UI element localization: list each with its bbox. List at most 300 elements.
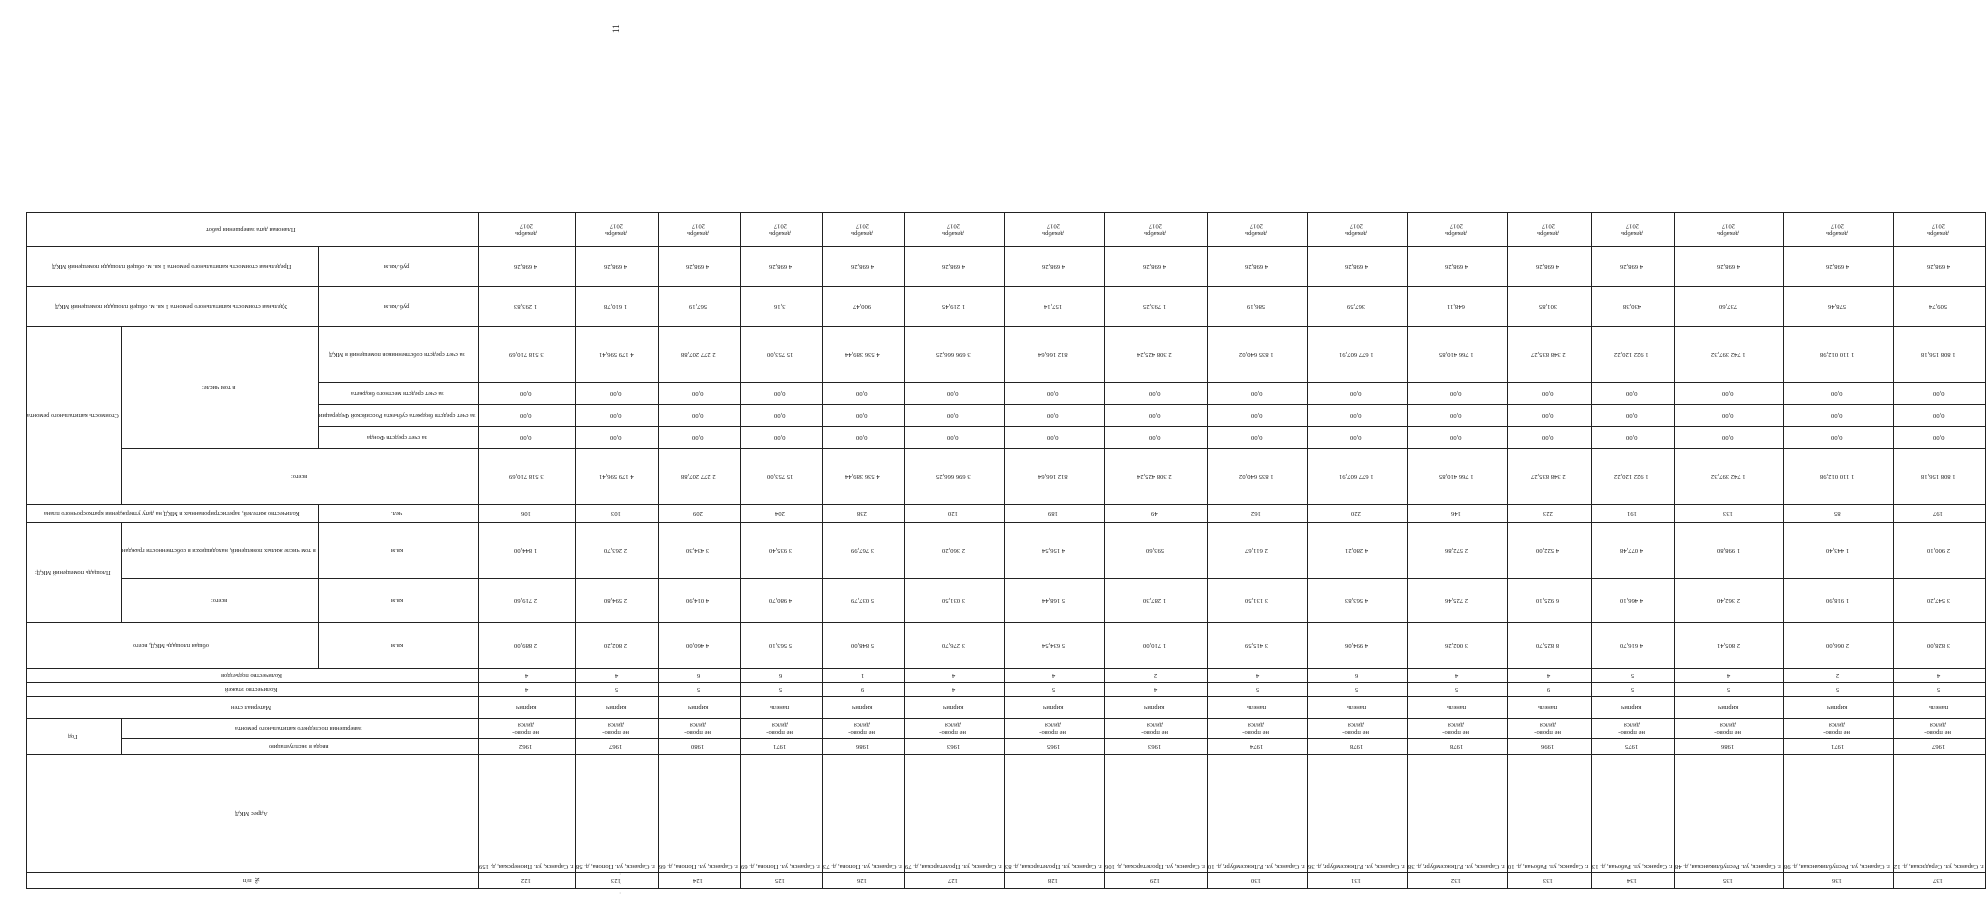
row-max-cost-text: 4 698,26 — [1041, 263, 1065, 271]
row-address — [576, 755, 658, 873]
row-cost-subject-text: 0,00 — [1450, 412, 1462, 420]
row-wall — [1507, 697, 1591, 719]
row-address — [1104, 755, 1207, 873]
row-residents — [1784, 505, 1893, 523]
table-row — [1784, 213, 1893, 889]
row-cost-owners — [1208, 327, 1308, 383]
row-residents — [1307, 505, 1407, 523]
table-row — [1675, 213, 1784, 889]
row-floors-text: 5 — [1455, 686, 1459, 694]
row-num — [1591, 873, 1675, 889]
row-residents-text: 220 — [1351, 510, 1362, 518]
row-cost-local — [822, 383, 904, 405]
row-year-built — [1507, 739, 1591, 755]
row-year-built — [1675, 739, 1784, 755]
table-row — [904, 213, 1004, 889]
row-floors-text: 9 — [861, 686, 865, 694]
row-wall — [576, 697, 658, 719]
row-year-repair-text: не прово-дился — [1242, 721, 1270, 736]
row-address-text: г. Саранск, ул. Рабочая, д. 10 — [1507, 863, 1589, 870]
row-cost-fund-text: 0,00 — [774, 434, 786, 442]
row-cost-subject — [1591, 405, 1675, 427]
row-address-text: г. Саранск, ул. Пионерская, д. 159 — [478, 863, 574, 870]
row-unit-cost-text: 648,11 — [1447, 303, 1466, 311]
row-cost-owners-text: 4 536 389,44 — [844, 351, 880, 359]
row-residents-text: 189 — [1048, 510, 1059, 518]
row-num — [478, 873, 576, 889]
row-unit-cost-text: 157,14 — [1044, 303, 1063, 311]
row-num-text: 131 — [1351, 877, 1362, 885]
header-cost-local: за счет средств местного бюджета — [318, 383, 478, 405]
row-cost-subject-text: 0,00 — [1542, 412, 1554, 420]
row-max-cost-text: 4 698,26 — [514, 263, 538, 271]
row-area-total-text: 5 848,00 — [850, 642, 874, 650]
row-cost-subject — [1675, 405, 1784, 427]
row-year-built-text: 1978 — [1349, 743, 1363, 751]
header-year-built: ввода в эксплуатацию — [121, 739, 478, 755]
row-cost-owners — [576, 327, 658, 383]
row-premises-citizens-text: 2 360,20 — [941, 547, 965, 555]
row-year-built — [740, 739, 822, 755]
row-wall — [740, 697, 822, 719]
row-address-text: г. Саранск, ул. Р.Люксембург, д. 10 — [1208, 863, 1305, 870]
row-cost-subject — [1004, 405, 1104, 427]
row-residents-text: 162 — [1251, 510, 1262, 518]
row-year-repair-text: не прово-дился — [1823, 721, 1851, 736]
row-cost-local — [1307, 383, 1407, 405]
header-cost-group: Стоимость капитального ремонта — [27, 327, 122, 505]
scan-noise-marks: · · · — [618, 870, 624, 894]
header-cost-total: всего: — [121, 449, 478, 505]
row-cost-fund — [1784, 427, 1893, 449]
row-premises-total-text: 2 362,40 — [1716, 597, 1740, 605]
row-year-built-text: 1978 — [1449, 743, 1463, 751]
row-cost-fund-text: 0,00 — [610, 434, 622, 442]
row-cost-local — [1784, 383, 1893, 405]
row-year-built-text: 1980 — [691, 743, 705, 751]
row-year-built-text: 1986 — [855, 743, 869, 751]
row-year-repair — [1208, 719, 1308, 739]
row-residents — [1004, 505, 1104, 523]
row-num-text: 130 — [1251, 877, 1262, 885]
row-floors — [1591, 683, 1675, 697]
row-unit-cost-text: 900,47 — [853, 303, 872, 311]
row-max-cost — [1675, 247, 1784, 287]
row-residents — [658, 505, 740, 523]
row-wall-text: панель — [1928, 704, 1948, 712]
row-cost-subject-text: 0,00 — [856, 412, 868, 420]
row-area-total-text: 3 828,00 — [1926, 642, 1950, 650]
row-year-built-text: 1962 — [519, 743, 533, 751]
row-area-total-text: 2 889,00 — [514, 642, 538, 650]
row-year-built-text: 1971 — [1830, 743, 1844, 751]
row-wall-text: кирпич — [687, 704, 709, 712]
row-max-cost — [1591, 247, 1675, 287]
row-year-repair — [1407, 719, 1507, 739]
row-year-built — [1307, 739, 1407, 755]
row-floors-text: 5 — [1836, 686, 1840, 694]
row-entrances-text: 4 — [1052, 672, 1056, 680]
row-cost-local-text: 0,00 — [1450, 390, 1462, 398]
row-cost-local-text: 0,00 — [610, 390, 622, 398]
row-year-repair-text: не прово-дился — [766, 721, 794, 736]
row-premises-total — [1591, 579, 1675, 623]
row-address — [740, 755, 822, 873]
table-body — [478, 213, 1986, 889]
row-unit-cost-text: 301,85 — [1538, 303, 1558, 311]
row-cost-owners — [1407, 327, 1507, 383]
row-max-cost — [1307, 247, 1407, 287]
row-cost-total-text: 2 348 835,27 — [1530, 473, 1566, 481]
row-premises-total — [1104, 579, 1207, 623]
row-entrances — [1784, 669, 1893, 683]
row-year-built — [658, 739, 740, 755]
row-year-repair — [1004, 719, 1104, 739]
row-residents-text: 106 — [520, 510, 531, 518]
row-cost-subject — [658, 405, 740, 427]
row-area-total — [904, 623, 1004, 669]
unit-residents: чел. — [318, 505, 478, 523]
row-year-repair — [576, 719, 658, 739]
row-area-total-text: 4 616,70 — [1620, 642, 1644, 650]
row-year-repair — [1507, 719, 1591, 739]
row-unit-cost — [1784, 287, 1893, 327]
row-floors — [1307, 683, 1407, 697]
unit-premises-citizens: кв.м — [318, 523, 478, 579]
row-year-repair-text: не прово-дился — [1714, 721, 1742, 736]
row-cost-total — [576, 449, 658, 505]
row-cost-total — [1407, 449, 1507, 505]
row-wall-text: панель — [770, 704, 790, 712]
row-entrances — [1507, 669, 1591, 683]
row-address — [1893, 755, 1986, 873]
row-unit-cost-text: 1 219,45 — [941, 303, 965, 311]
row-date-text: декабрь 2017 — [1537, 222, 1560, 237]
row-cost-local — [576, 383, 658, 405]
row-year-built-text: 1996 — [1541, 743, 1555, 751]
row-unit-cost — [1893, 287, 1986, 327]
row-cost-owners — [658, 327, 740, 383]
row-num — [658, 873, 740, 889]
row-premises-total-text: 5 168,44 — [1041, 597, 1065, 605]
row-cost-fund-text: 0,00 — [1250, 434, 1263, 442]
row-area-total-text: 2 066,00 — [1825, 642, 1849, 650]
page-number: 11 — [611, 24, 621, 33]
row-num-text: 128 — [1048, 877, 1059, 885]
row-max-cost — [1104, 247, 1207, 287]
row-unit-cost-text: 578,46 — [1828, 303, 1847, 311]
row-cost-subject — [478, 405, 576, 427]
row-num — [904, 873, 1004, 889]
row-premises-total — [822, 579, 904, 623]
row-num — [1507, 873, 1591, 889]
row-area-total-text: 1 710,00 — [1143, 642, 1167, 650]
row-floors-text: 5 — [1727, 686, 1731, 694]
row-address-text: г. Саранск, ул. Р.Люксембург, д. 38 — [1407, 863, 1505, 870]
row-cost-owners-text: 1 766 410,85 — [1438, 351, 1474, 359]
row-area-total — [1507, 623, 1591, 669]
row-num — [1104, 873, 1207, 889]
row-cost-total-text: 1 677 607,91 — [1338, 473, 1374, 481]
row-premises-citizens — [1507, 523, 1591, 579]
row-unit-cost-text: 367,59 — [1347, 303, 1366, 311]
row-wall-text: панель — [1538, 704, 1558, 712]
row-premises-citizens — [1407, 523, 1507, 579]
row-unit-cost — [822, 287, 904, 327]
row-entrances-text: 6 — [697, 672, 701, 680]
row-cost-subject — [1208, 405, 1308, 427]
row-date-text: декабрь 2017 — [1826, 222, 1849, 237]
row-unit-cost — [1104, 287, 1207, 327]
row-max-cost-text: 4 698,26 — [941, 263, 965, 271]
row-date-text: декабрь 2017 — [769, 222, 792, 237]
row-year-built-text: 1986 — [1721, 743, 1735, 751]
row-year-built — [576, 739, 658, 755]
header-floors: Количество этажей — [27, 683, 479, 697]
row-year-repair-text: не прово-дился — [848, 721, 876, 736]
row-floors-text: 5 — [1937, 686, 1941, 694]
row-unit-cost — [904, 287, 1004, 327]
row-premises-total-text: 3 031,50 — [941, 597, 965, 605]
header-cost-fund: за счет средств Фонда — [318, 427, 478, 449]
row-cost-total — [1507, 449, 1591, 505]
row-area-total — [1004, 623, 1104, 669]
row-year-repair-text: не прово-дился — [512, 721, 540, 736]
row-premises-citizens-text: 1 998,80 — [1716, 547, 1740, 555]
row-entrances — [1104, 669, 1207, 683]
row-floors — [904, 683, 1004, 697]
row-premises-citizens — [904, 523, 1004, 579]
row-wall — [1208, 697, 1308, 719]
row-entrances — [1208, 669, 1308, 683]
row-max-cost-text: 4 698,26 — [1244, 263, 1268, 271]
row-cost-subject-text: 0,00 — [1831, 412, 1843, 420]
row-premises-citizens — [658, 523, 740, 579]
row-floors — [1675, 683, 1784, 697]
header-residents: Количество жителей, зарегистрированных в МКД на дату утверждения краткосрочного плана — [27, 505, 319, 523]
header-date: Плановая дата завершения работ — [27, 213, 479, 247]
row-residents — [1407, 505, 1507, 523]
row-premises-total — [1004, 579, 1104, 623]
row-cost-local-text: 0,00 — [1625, 390, 1638, 398]
row-num-text: 135 — [1723, 877, 1733, 885]
row-cost-subject — [822, 405, 904, 427]
row-premises-citizens — [1004, 523, 1104, 579]
row-cost-total — [740, 449, 822, 505]
row-premises-citizens — [1307, 523, 1407, 579]
row-year-repair — [822, 719, 904, 739]
row-date-text: декабрь 2017 — [1927, 222, 1950, 237]
unit-unit-cost: руб./кв.м — [318, 287, 478, 327]
row-cost-subject — [1784, 405, 1893, 427]
repair-plan-table — [26, 212, 1986, 889]
row-area-total — [822, 623, 904, 669]
row-wall — [1407, 697, 1507, 719]
row-cost-total — [904, 449, 1004, 505]
row-year-repair-text: не прово-дился — [1342, 721, 1370, 736]
row-num — [1675, 873, 1784, 889]
row-floors — [1893, 683, 1986, 697]
row-premises-citizens — [576, 523, 658, 579]
row-cost-subject-text: 0,00 — [1047, 412, 1059, 420]
row-cost-local — [1591, 383, 1675, 405]
row-year-repair-text: не прово-дился — [1442, 721, 1470, 736]
row-cost-total — [478, 449, 576, 505]
row-cost-subject-text: 0,00 — [1250, 412, 1263, 420]
row-area-total-text: 4 994,06 — [1344, 642, 1368, 650]
row-num — [822, 873, 904, 889]
row-wall — [1675, 697, 1784, 719]
row-max-cost-text: 4 698,26 — [1143, 263, 1167, 271]
row-max-cost — [1893, 247, 1986, 287]
row-num — [1893, 873, 1986, 889]
row-cost-local — [478, 383, 576, 405]
row-max-cost — [904, 247, 1004, 287]
row-wall — [1893, 697, 1986, 719]
row-date-text: декабрь 2017 — [514, 222, 537, 237]
row-cost-owners — [1591, 327, 1675, 383]
row-cost-fund — [576, 427, 658, 449]
row-cost-local-text: 0,00 — [1831, 390, 1843, 398]
row-max-cost-text: 4 698,26 — [1620, 263, 1644, 271]
row-premises-total-text: 4 014,90 — [686, 597, 710, 605]
row-area-total — [1893, 623, 1986, 669]
row-year-built-text: 1967 — [1931, 743, 1945, 751]
row-cost-local-text: 0,00 — [520, 390, 532, 398]
row-cost-owners-text: 1 677 607,91 — [1338, 351, 1374, 359]
row-cost-owners-text: 1 808 156,18 — [1920, 351, 1956, 359]
row-cost-fund-text: 0,00 — [1722, 434, 1734, 442]
row-residents-text: 238 — [857, 510, 868, 518]
table-row — [740, 213, 822, 889]
row-entrances-text: 6 — [1355, 672, 1359, 680]
row-max-cost-text: 4 698,26 — [1536, 263, 1560, 271]
row-address — [1675, 755, 1784, 873]
row-cost-subject — [1307, 405, 1407, 427]
row-wall-text: кирпич — [942, 704, 964, 712]
row-cost-local — [740, 383, 822, 405]
row-unit-cost-text: 1 293,83 — [514, 303, 538, 311]
row-year-repair — [1675, 719, 1784, 739]
row-cost-owners-text: 15 753,00 — [766, 351, 794, 359]
row-max-cost — [1004, 247, 1104, 287]
row-cost-fund — [1507, 427, 1591, 449]
row-cost-subject — [904, 405, 1004, 427]
row-cost-subject-text: 0,00 — [947, 412, 959, 420]
row-date — [740, 213, 822, 247]
row-wall — [904, 697, 1004, 719]
row-address-text: г. Саранск, ул. Рабочая, д. 13 — [1591, 863, 1672, 870]
row-year-built — [1004, 739, 1104, 755]
row-premises-total — [576, 579, 658, 623]
row-wall — [1104, 697, 1207, 719]
row-area-total — [1784, 623, 1893, 669]
row-entrances-text: 2 — [1153, 672, 1158, 680]
row-cost-owners — [904, 327, 1004, 383]
row-cost-owners-text: 2 348 835,27 — [1530, 351, 1566, 359]
row-entrances — [658, 669, 740, 683]
row-premises-citizens-text: 4 522,00 — [1536, 547, 1560, 555]
header-entrances: Количество подъездов — [27, 669, 479, 683]
row-area-total-text: 5 563,10 — [768, 642, 792, 650]
row-num-text: 125 — [775, 877, 785, 885]
row-cost-fund-text: 0,00 — [1625, 434, 1638, 442]
row-year-repair — [904, 719, 1004, 739]
row-floors-text: 4 — [952, 686, 956, 694]
row-premises-total — [1208, 579, 1308, 623]
row-entrances — [822, 669, 904, 683]
row-address-text: г. Саранск, ул. Пролетарская, д. 79 — [904, 863, 1002, 870]
row-cost-fund-text: 0,00 — [1932, 434, 1945, 442]
row-num-text: 136 — [1832, 877, 1843, 885]
row-year-built — [1591, 739, 1675, 755]
row-date — [1675, 213, 1784, 247]
row-year-repair — [1591, 719, 1675, 739]
row-unit-cost — [1507, 287, 1591, 327]
row-cost-total — [1307, 449, 1407, 505]
row-premises-citizens-text: 2 900,10 — [1926, 547, 1950, 555]
row-num — [1208, 873, 1308, 889]
row-entrances-text: 4 — [1547, 672, 1551, 680]
row-year-repair — [740, 719, 822, 739]
row-entrances — [1407, 669, 1507, 683]
row-cost-owners — [478, 327, 576, 383]
row-cost-owners-text: 4 179 596,41 — [598, 351, 634, 359]
row-max-cost-text: 4 698,26 — [604, 263, 628, 271]
row-max-cost — [1208, 247, 1308, 287]
row-cost-total-text: 3 518 710,69 — [508, 473, 544, 481]
row-unit-cost — [658, 287, 740, 327]
row-cost-subject — [576, 405, 658, 427]
row-year-built-text: 1971 — [773, 743, 787, 751]
table-row — [1104, 213, 1207, 889]
row-date-text: декабрь 2017 — [1620, 222, 1643, 237]
row-cost-fund-text: 0,00 — [1831, 434, 1843, 442]
row-area-total-text: 5 634,54 — [1041, 642, 1065, 650]
row-cost-total — [1591, 449, 1675, 505]
row-cost-fund — [1104, 427, 1207, 449]
row-cost-fund — [904, 427, 1004, 449]
row-premises-citizens — [1104, 523, 1207, 579]
row-year-repair-text: не прово-дился — [602, 721, 630, 736]
row-address-text: г. Саранск, ул. Попова, д. 58 — [576, 863, 656, 870]
row-year-repair-text: не прово-дился — [1618, 721, 1646, 736]
row-address-text: г. Саранск, ул. Пролетарская, д. 106 — [1104, 863, 1205, 870]
row-cost-owners-text: 812 166,64 — [1038, 351, 1068, 359]
row-entrances — [1675, 669, 1784, 683]
row-entrances-text: 2 — [1836, 672, 1840, 680]
row-date — [904, 213, 1004, 247]
row-residents — [1675, 505, 1784, 523]
row-premises-total-text: 4 980,70 — [768, 597, 792, 605]
row-address — [822, 755, 904, 873]
row-cost-total — [1784, 449, 1893, 505]
row-cost-total-text: 15 753,00 — [766, 473, 794, 481]
row-cost-owners — [1893, 327, 1986, 383]
row-year-repair-text: не прово-дился — [684, 721, 712, 736]
row-year-repair — [1307, 719, 1407, 739]
row-unit-cost-text: 3,16 — [774, 303, 786, 311]
row-cost-total — [1893, 449, 1986, 505]
row-area-total-text: 3 415,59 — [1244, 642, 1268, 650]
row-entrances-text: 4 — [1255, 672, 1259, 680]
row-unit-cost — [1675, 287, 1784, 327]
row-address — [1004, 755, 1104, 873]
row-floors-text: 4 — [525, 686, 529, 694]
row-unit-cost-text: 567,19 — [688, 303, 707, 311]
row-max-cost — [1784, 247, 1893, 287]
row-max-cost-text: 4 698,26 — [1444, 263, 1468, 271]
